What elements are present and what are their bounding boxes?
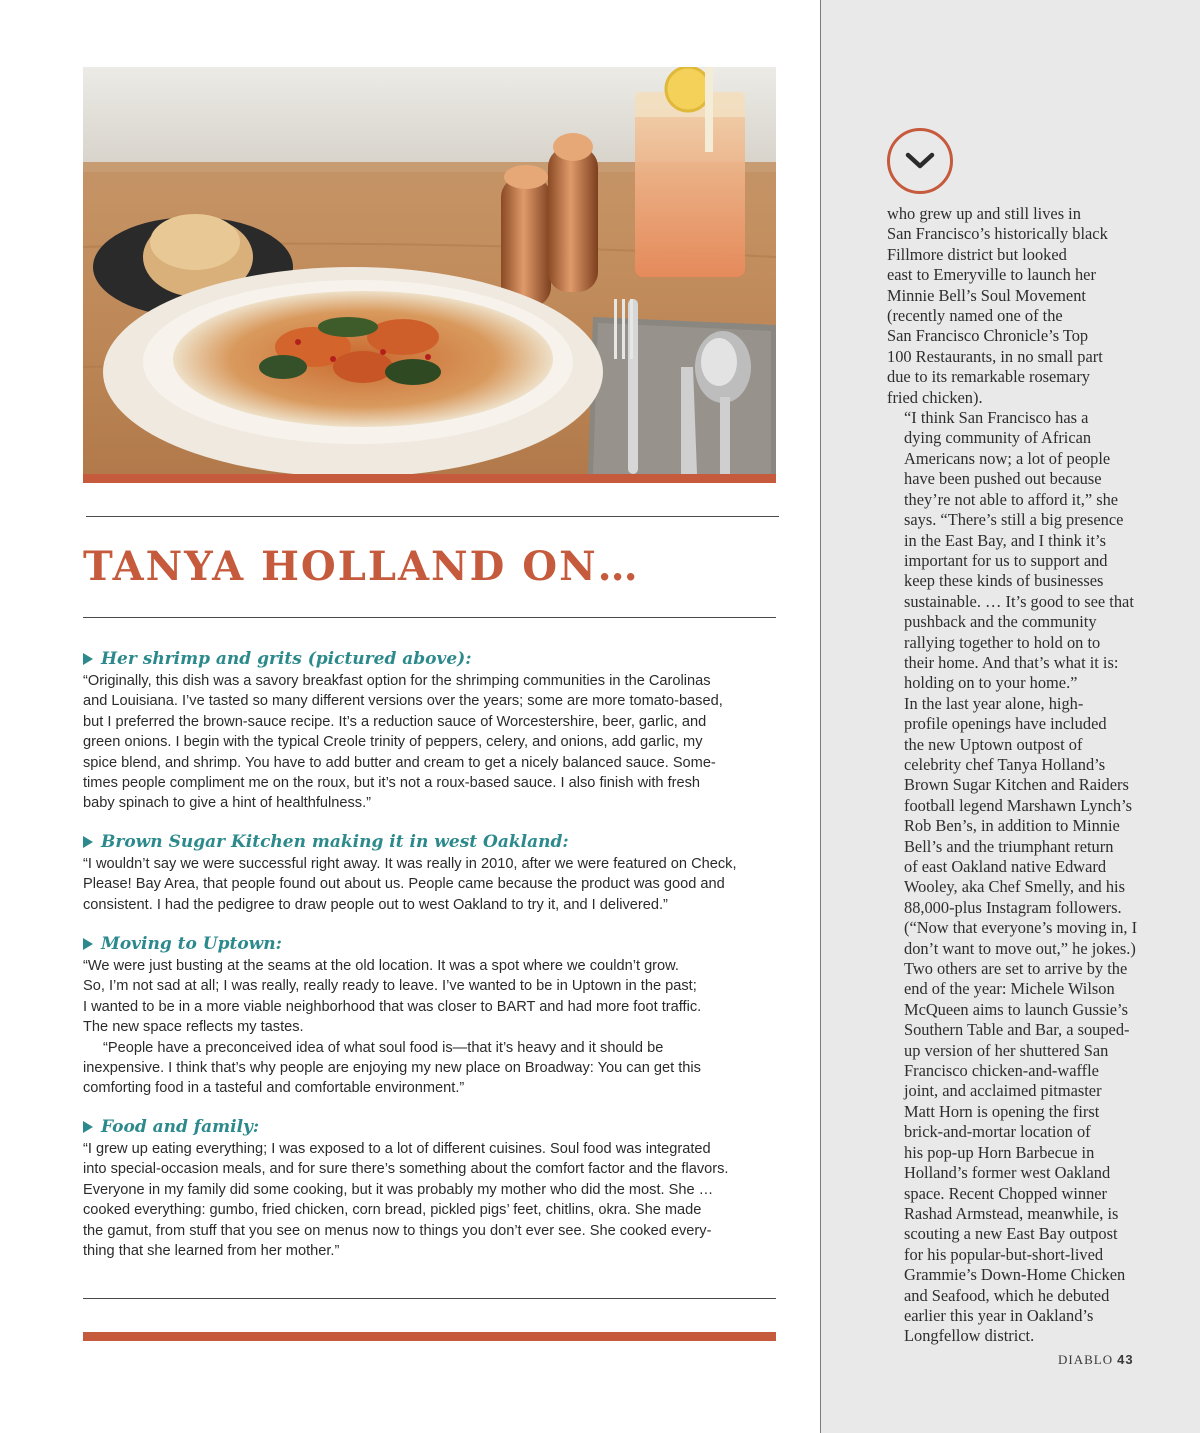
sidebar-line: scouting a new East Bay outpost [904,1224,1118,1244]
bottom-accent-bar [83,1332,776,1341]
page-number: 43 [1117,1352,1134,1367]
sidebar-line: says. “There’s still a big presence [904,510,1124,530]
sidebar-line: In the last year alone, high- [904,693,1084,713]
sidebar-line: in the East Bay, and I think it’s [904,530,1106,550]
body-line: baby spinach to give a hint of healthfulness.” [83,795,372,812]
sidebar-paragraph [887,408,1139,694]
photo-accent-bar [83,474,776,483]
body-line: The new space reflects my tastes. [83,1019,304,1036]
sidebar-line: celebrity chef Tanya Holland’s [904,754,1106,774]
sidebar-line: Two others are set to arrive by the [904,959,1128,979]
sidebar-line: keep these kinds of businesses [904,571,1104,591]
qa-section [83,1115,783,1261]
sidebar-line: who grew up and still lives in [887,204,1081,223]
sidebar-line: Matt Horn is opening the first [904,1101,1100,1121]
section-body [83,671,783,814]
sidebar-line: pushback and the community [904,612,1097,632]
body-line: thing that she learned from her mother.” [83,1243,340,1260]
page-title: TANYA HOLLAND ON… [83,543,640,590]
page-folio [1058,1352,1134,1368]
sidebar-line: Longfellow district. [904,1326,1035,1346]
body-line: inexpensive. I think that’s why people are enjoying my new place on Broadway: You can get this [83,1060,701,1077]
body-line: “I grew up eating everything; I was exposed to a lot of different cuisines. Soul food was integrated [83,1141,711,1157]
body-line: times people compliment me on the roux, but it’s not a roux-based sauce. I also finish with fresh [83,775,701,792]
section-heading [83,1115,783,1139]
body-line: but I preferred the brown-sauce recipe. It’s a reduction sauce of Worcestershire, beer, garlic, and [83,713,707,730]
section-heading [83,647,783,671]
section-body [83,854,783,915]
sidebar-line: of east Oakland native Edward [904,857,1107,876]
qa-section [83,647,783,814]
sidebar-line: Americans now; a lot of people [904,448,1111,468]
sidebar-line: space. Recent Chopped winner [904,1183,1107,1203]
sidebar-line: earlier this year in Oakland’s [904,1305,1094,1325]
sidebar-line: Bell’s and the triumphant return [904,836,1114,856]
sidebar-line: profile openings have included [904,714,1107,734]
body-line: Everyone in my family did some cooking, but it was probably my mother who did the most. She … [83,1181,714,1198]
sidebar-line: Wooley, aka Chef Smelly, and his [904,877,1125,897]
sidebar-line: Fillmore district but looked [887,244,1067,264]
body-line: cooked everything: gumbo, fried chicken, corn bread, pickled pigs’ feet, chitlins, okra. She made [83,1202,702,1219]
body-line: So, I’m not sad at all; I was really, really ready to leave. I’ve wanted to be in Uptown in the past; [83,978,697,995]
triangle-bullet-icon [83,653,93,665]
section-body [83,1139,783,1261]
body-line: green onions. I begin with the typical Creole trinity of peppers, celery, and onions, add garlic, my [83,734,703,751]
sidebar-line: joint, and acclaimed pitmaster [904,1081,1102,1101]
sidebar-line: (recently named one of the [887,306,1063,326]
sidebar-line: his pop-up Horn Barbecue in [904,1142,1095,1162]
sidebar-line: up version of her shuttered San [904,1040,1109,1060]
sidebar-line: 100 Restaurants, in no small part [887,346,1103,366]
sidebar-line: have been pushed out because [904,469,1102,489]
sidebar-line: Holland’s former west Oakland [904,1163,1111,1183]
divider-rule [83,1298,776,1299]
triangle-bullet-icon [83,938,93,950]
sidebar-line: Rob Ben’s, in addition to Minnie [904,816,1120,836]
body-line: “Originally, this dish was a savory breakfast option for the shrimping communities in the Carolinas [83,673,711,689]
sidebar-line: Grammie’s Down-Home Chicken [904,1265,1126,1285]
section-heading [83,830,783,854]
sidebar-line: Brown Sugar Kitchen and Raiders [904,775,1129,795]
sidebar-line: brick-and-mortar location of [904,1122,1091,1142]
sidebar-line: for his popular-but-short-lived [904,1244,1104,1264]
body-line: spice blend, and shrimp. You have to add butter and cream to get a nicely balanced sauce. Some- [83,754,716,771]
sidebar-line: Francisco chicken-and-waffle [904,1061,1099,1081]
sidebar-line: important for us to support and [904,550,1108,570]
section-heading-text: Brown Sugar Kitchen making it in west Oakland: [101,832,569,852]
triangle-bullet-icon [83,1121,93,1133]
sidebar-line: and Seafood, which he debuted [904,1285,1110,1305]
body-line: comforting food in a tasteful and comfortable environment.” [83,1080,465,1097]
body-line: the gamut, from stuff that you see on menus now to things you don’t ever see. She cooked every- [83,1222,712,1239]
magazine-name: DIABLO [1058,1352,1114,1367]
sidebar-line: dying community of African [904,428,1092,448]
sidebar-line: McQueen aims to launch Gussie’s [904,999,1128,1019]
body-line: Please! Bay Area, that people found out about us. People came because the product was good and [83,876,725,893]
chevron-down-icon[interactable] [887,128,953,194]
sidebar-line: they’re not able to afford it,” she [904,489,1119,509]
sidebar-line: their home. And that’s what it is: [904,652,1119,672]
sidebar-line: sustainable. … It’s good to see that [904,591,1134,611]
sidebar-paragraph [887,204,1139,408]
qa-section [83,830,783,915]
sidebar-line: “I think San Francisco has a [904,408,1089,428]
sidebar-line: due to its remarkable rosemary [887,367,1090,387]
sidebar-line: don’t want to move out,” he jokes.) [904,938,1136,958]
shrimp-and-grits-photo [83,67,776,474]
sidebar-line: Minnie Bell’s Soul Movement [887,285,1086,305]
sidebar-line: end of the year: Michele Wilson [904,979,1115,999]
body-line: I wanted to be in a more viable neighborhood that was closer to BART and had more foot traffic. [83,998,702,1015]
body-line: “People have a preconceived idea of what soul food is—that it’s heavy and it should be [103,1039,664,1056]
food-illustration [83,67,776,474]
sidebar-line: Southern Table and Bar, a souped- [904,1020,1130,1040]
triangle-bullet-icon [83,836,93,848]
sidebar-line: football legend Marshawn Lynch’s [904,795,1133,815]
sidebar-article-text [887,204,1139,1347]
sidebar-line: the new Uptown outpost of [904,734,1083,754]
section-heading [83,932,783,956]
section-heading-text: Her shrimp and grits (pictured above): [101,649,472,669]
body-line: consistent. I had the pedigree to draw people out to west Oakland to try it, and I delivered.” [83,896,668,913]
sidebar-line: (“Now that everyone’s moving in, I [904,918,1138,938]
body-line: “I wouldn’t say we were successful right away. It was really in 2010, after we were featured on Check, [83,856,737,872]
sidebar-line: east to Emeryville to launch her [887,265,1096,285]
body-line: “We were just busting at the seams at the old location. It was a spot where we couldn’t grow. [83,958,679,974]
divider-rule [86,516,779,517]
section-heading-text: Moving to Uptown: [101,934,282,954]
sidebar-line: 88,000-plus Instagram followers. [904,897,1122,917]
sidebar-line: fried chicken). [887,387,983,407]
sidebar-line: holding on to your home.” [904,673,1078,693]
body-line: into special-occasion meals, and for sure there’s something about the comfort factor and the flavors. [83,1161,729,1178]
sidebar-line: San Francisco’s historically black [887,224,1108,244]
section-body [83,956,783,1099]
sidebar-line: Rashad Armstead, meanwhile, is [904,1203,1119,1223]
section-heading-text: Food and family: [101,1117,260,1137]
sidebar-line: San Francisco Chronicle’s Top [887,326,1089,346]
divider-rule [83,617,776,618]
sidebar-line: rallying together to hold on to [904,632,1101,652]
body-line: and Louisiana. I’ve tasted so many different versions over the years; some are more tomato-based, [83,693,723,710]
sidebar-paragraph [887,694,1139,1347]
qa-section [83,932,783,1099]
